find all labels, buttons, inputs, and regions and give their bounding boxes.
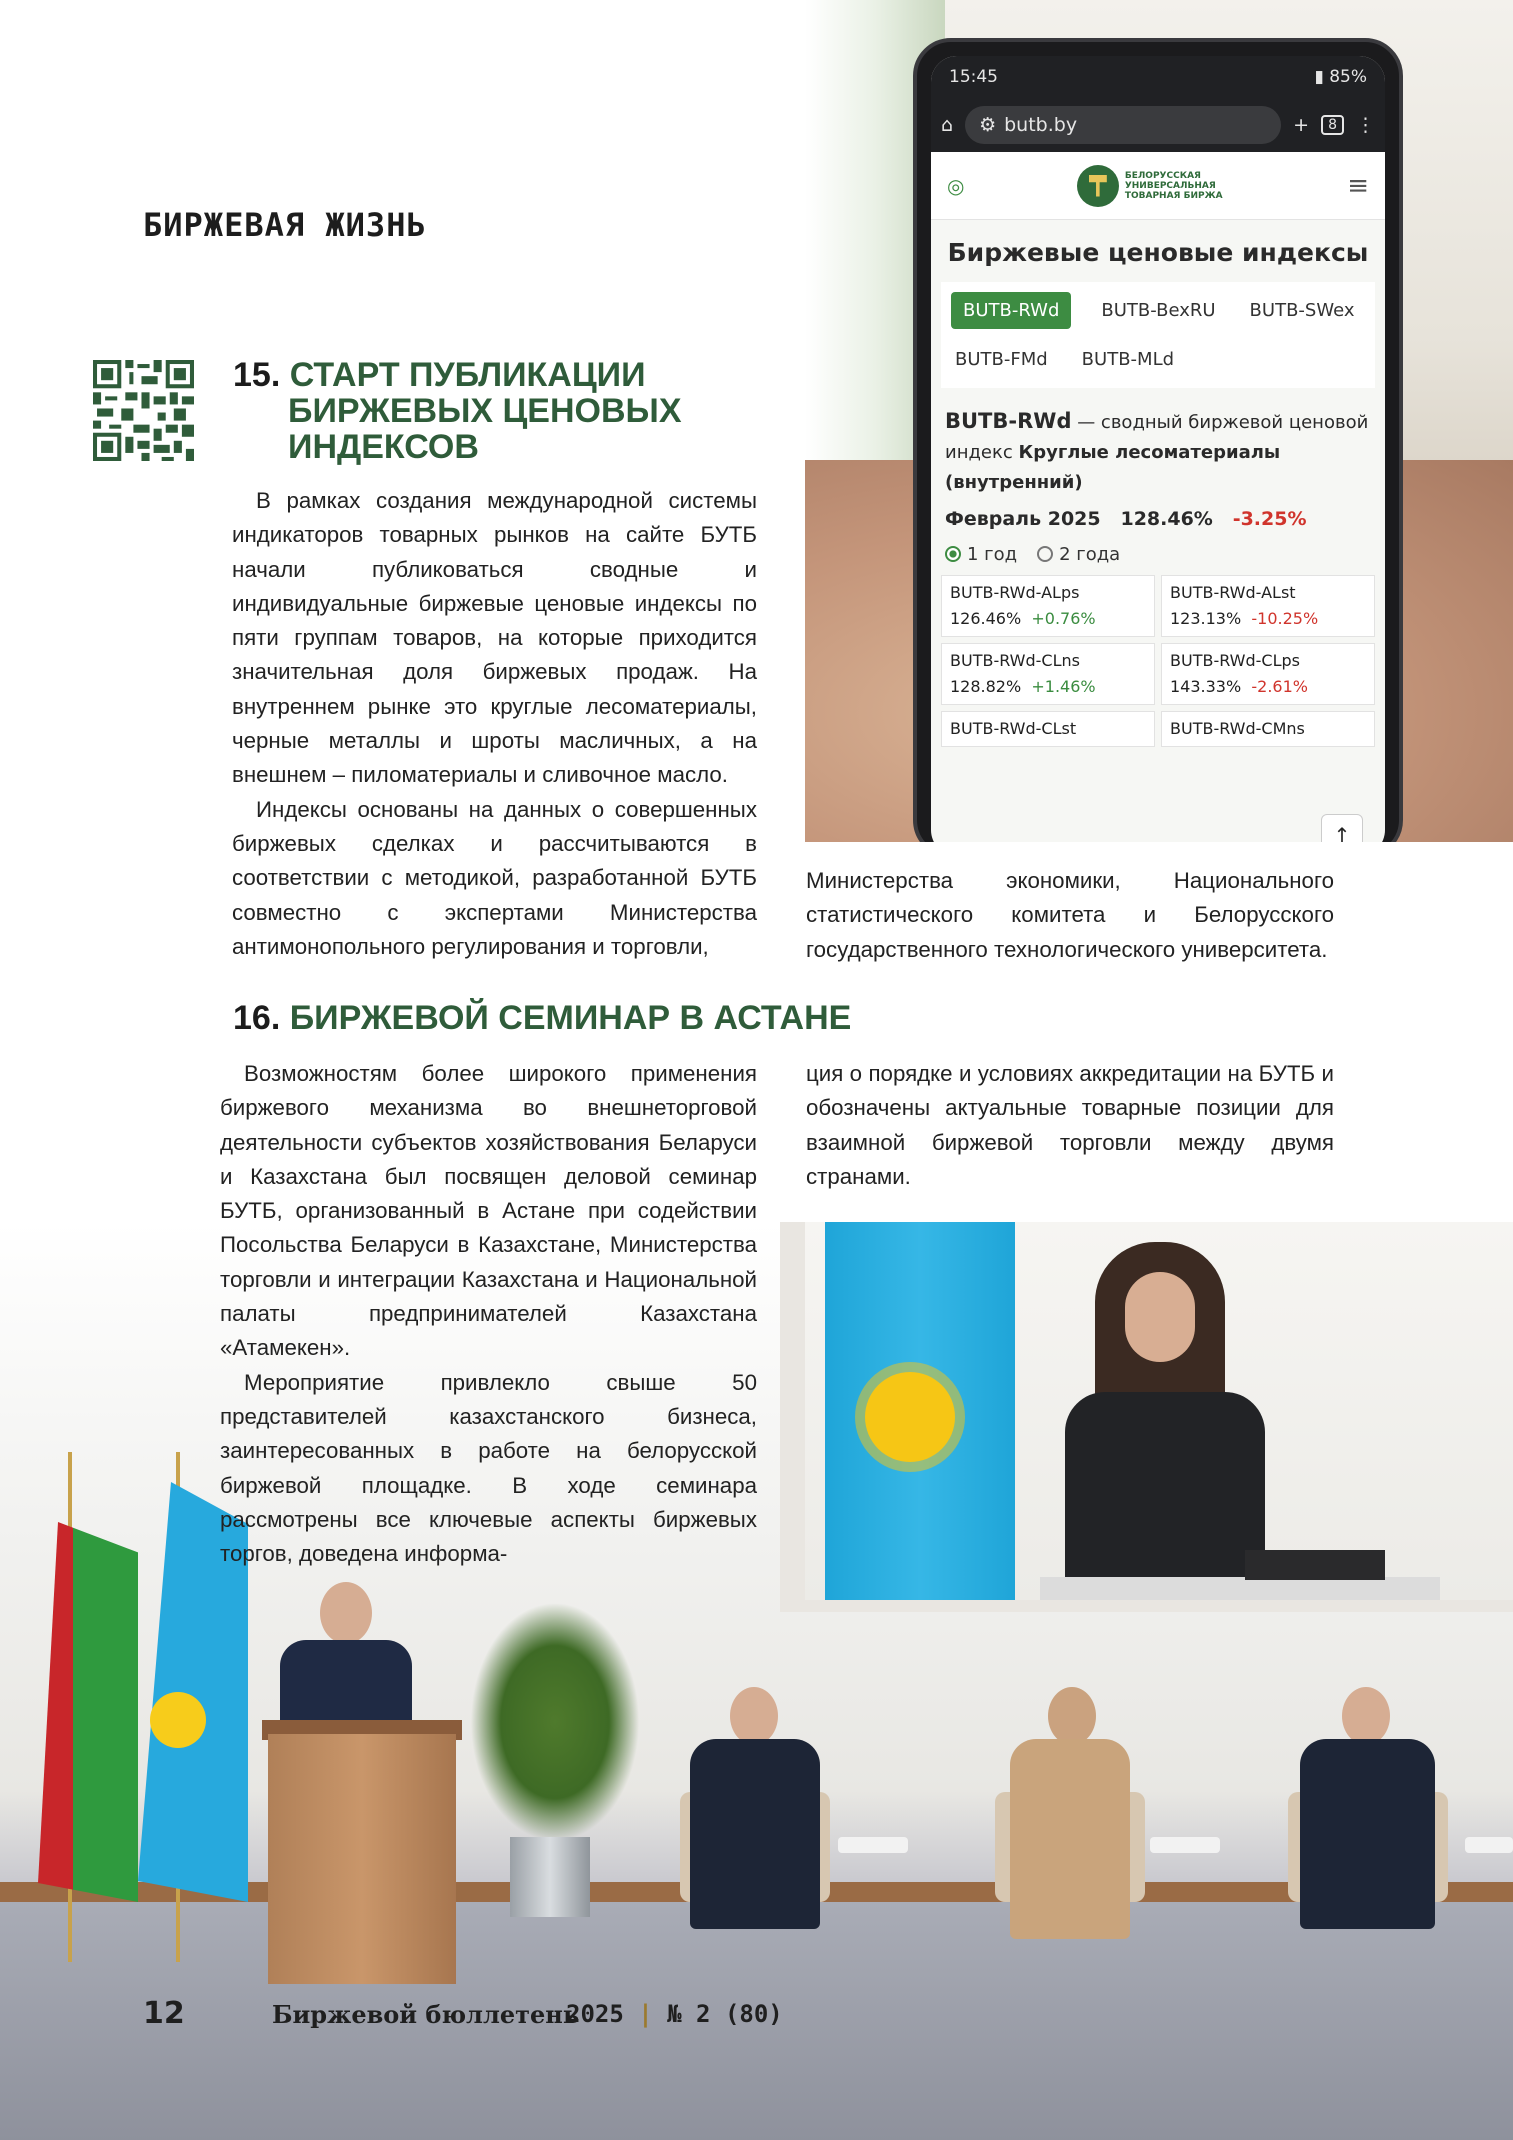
index-tabs bbox=[941, 282, 1375, 388]
tab-butb-swex[interactable]: BUTB-SWex bbox=[1249, 300, 1355, 321]
period-value: 128.46% bbox=[1120, 508, 1213, 530]
journal-title: Биржевой бюллетень bbox=[272, 2000, 580, 2029]
podium bbox=[268, 1734, 456, 1984]
issue-number: № 2 (80) bbox=[667, 2000, 783, 2028]
plant bbox=[470, 1602, 640, 1842]
article-15-number: 15. bbox=[233, 356, 281, 394]
radio-1-year[interactable]: 1 год bbox=[945, 544, 1017, 565]
side-table bbox=[1465, 1837, 1513, 1853]
panelist-woman bbox=[1010, 1687, 1130, 1937]
tab-count-button[interactable]: 8 bbox=[1321, 115, 1344, 135]
index-cell[interactable]: BUTB-RWd-CLst bbox=[941, 711, 1155, 747]
period-change: -3.25% bbox=[1232, 508, 1307, 530]
accessibility-icon[interactable]: ◎ bbox=[947, 173, 965, 198]
side-table bbox=[838, 1837, 908, 1853]
status-bar bbox=[931, 56, 1385, 98]
menu-icon[interactable]: ⋮ bbox=[1356, 114, 1375, 136]
article-16-para1: Возможностям более широкого применения биржевого механизма во внешнеторговой деятельности субъектов хозяйствования Беларуси и Казахстана был посвящен деловой семинар БУТБ, организованный в Астане при содействии Посольства Беларуси в Казахстане, Министерства торговли и интеграции Казахстана и Национальной палаты предпринимателей Казахстана «Атамекен». bbox=[220, 1061, 757, 1361]
radio-2-years[interactable]: 2 года bbox=[1037, 544, 1120, 565]
article-15-body-cont bbox=[806, 864, 1334, 967]
article-15-title-line1: СТАРТ ПУБЛИКАЦИИ bbox=[289, 356, 646, 394]
status-battery: ▮ 85% bbox=[1314, 67, 1367, 87]
speaker-projection-photo bbox=[805, 1222, 1513, 1600]
site-header bbox=[931, 152, 1385, 220]
phone-screen bbox=[931, 56, 1385, 842]
article-16-number: 16. bbox=[233, 999, 281, 1037]
hamburger-menu-icon[interactable]: ≡ bbox=[1347, 170, 1369, 201]
site-settings-icon[interactable]: ⚙ bbox=[979, 114, 997, 136]
article-15-title-line2: БИРЖЕВЫХ ЦЕНОВЫХ bbox=[288, 392, 682, 430]
article-15-body bbox=[232, 484, 757, 964]
period-radios bbox=[931, 540, 1385, 575]
period-label: Февраль 2025 bbox=[945, 508, 1101, 530]
article-16-body-cont bbox=[806, 1057, 1334, 1194]
issue-year: 2025 bbox=[566, 2000, 624, 2028]
smartphone bbox=[913, 38, 1403, 842]
home-icon[interactable]: ⌂ bbox=[941, 114, 954, 136]
kazakhstan-sun-icon bbox=[150, 1692, 206, 1748]
butb-logo-icon[interactable] bbox=[1077, 165, 1119, 207]
article-15-heading bbox=[233, 357, 682, 465]
article-15-para2: Индексы основаны на данных о совершенных биржевых сделках и рассчитываются в соответствии с методикой, разработанной БУТБ совместно с экспертами Министерства антимонопольного регулирования и торговли, bbox=[232, 796, 757, 959]
index-code: BUTB-RWd bbox=[945, 409, 1072, 433]
index-desc-text: — сводный биржевой ценовой индекс bbox=[945, 412, 1369, 463]
index-cell[interactable]: BUTB-RWd-CLns 128.82% +1.46% bbox=[941, 643, 1155, 705]
index-desc-bold: Круглые лесоматериалы (внутренний) bbox=[945, 442, 1281, 493]
section-label: БИРЖЕВАЯ ЖИЗНЬ bbox=[143, 206, 427, 244]
laptop bbox=[1245, 1550, 1385, 1580]
belarus-flag bbox=[38, 1522, 138, 1902]
tab-butb-rwd[interactable]: BUTB-RWd bbox=[951, 292, 1071, 329]
index-cell[interactable]: BUTB-RWd-ALps 126.46% +0.76% bbox=[941, 575, 1155, 637]
panelist-man-2 bbox=[1300, 1687, 1435, 1937]
page-number: 12 bbox=[143, 1996, 185, 2031]
plant-pot bbox=[510, 1837, 590, 1917]
tab-butb-mld[interactable]: BUTB-MLd bbox=[1081, 349, 1175, 370]
index-cell[interactable]: BUTB-RWd-ALst 123.13% -10.25% bbox=[1161, 575, 1375, 637]
article-15-para2-cont: Министерства экономики, Национального статистического комитета и Белорусского государственного технологического университета. bbox=[806, 868, 1334, 962]
qr-code-icon[interactable] bbox=[93, 360, 194, 461]
index-description bbox=[931, 388, 1385, 498]
article-16-body bbox=[220, 1057, 757, 1571]
phone-photo bbox=[805, 0, 1513, 842]
status-time: 15:45 bbox=[949, 67, 998, 87]
article-16-para2-cont: ция о порядке и условиях аккредитации на БУТБ и обозначены актуальные товарные позиции для взаимной биржевой торговли между двумя странами. bbox=[806, 1061, 1334, 1189]
article-16-para2: Мероприятие привлекло свыше 50 представителей казахстанского бизнеса, заинтересованных в работе на белорусской биржевой площадке. В ходе семинара рассмотрены все ключевые аспекты биржевых торгов, доведена информа- bbox=[220, 1369, 757, 1567]
screen-page-title: Биржевые ценовые индексы bbox=[947, 238, 1369, 267]
article-15-para1: В рамках создания международной системы индикаторов товарных рынков на сайте БУТБ начали публиковаться сводные и индивидуальные биржевые ценовые индексы по пяти группам товаров, на которые приходится значительная доля биржевых продаж. На внутреннем рынке это круглые лесоматериалы, черные металлы и шроты масличных, а на внешнем – пиломатериалы и сливочное масло. bbox=[232, 488, 757, 788]
tab-butb-fmd[interactable]: BUTB-FMd bbox=[955, 349, 1048, 370]
side-table bbox=[1150, 1837, 1220, 1853]
browser-toolbar bbox=[931, 98, 1385, 152]
logo-text: БЕЛОРУССКАЯ УНИВЕРСАЛЬНАЯ ТОВАРНАЯ БИРЖА bbox=[1124, 170, 1223, 201]
index-grid bbox=[941, 575, 1375, 747]
issue-separator: | bbox=[638, 2000, 653, 2028]
tab-butb-bexru[interactable]: BUTB-BexRU bbox=[1101, 300, 1216, 321]
index-cell[interactable]: BUTB-RWd-CMns bbox=[1161, 711, 1375, 747]
url-field[interactable] bbox=[965, 106, 1281, 144]
kazakhstan-sun-icon bbox=[865, 1372, 955, 1462]
new-tab-icon[interactable]: + bbox=[1293, 114, 1310, 136]
period-row bbox=[931, 498, 1385, 540]
index-cell[interactable]: BUTB-RWd-CLps 143.33% -2.61% bbox=[1161, 643, 1375, 705]
url-text: butb.by bbox=[1004, 114, 1078, 136]
panelist-man-1 bbox=[690, 1687, 820, 1937]
article-16-heading bbox=[233, 1000, 851, 1036]
lectern bbox=[1040, 1577, 1440, 1600]
issue-info bbox=[566, 2000, 783, 2028]
article-16-title: БИРЖЕВОЙ СЕМИНАР В АСТАНЕ bbox=[289, 999, 852, 1037]
speaker-woman bbox=[1045, 1242, 1285, 1600]
article-15-title-line3: ИНДЕКСОВ bbox=[288, 428, 479, 466]
scroll-to-top-icon[interactable]: ↑ bbox=[1321, 814, 1363, 842]
